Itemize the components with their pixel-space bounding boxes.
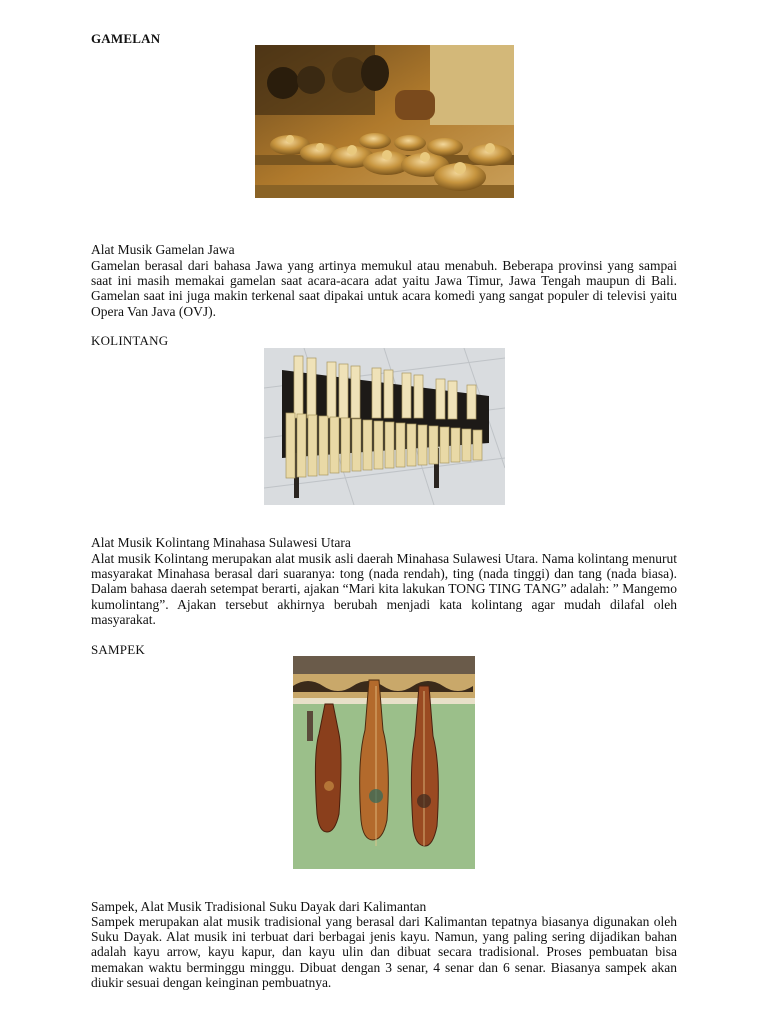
section-text-gamelan: Gamelan berasal dari bahasa Jawa yang artinya memukul atau menabuh. Beberapa provinsi yang sampai saat ini masih memakai gamelan saat acara-acara adat yaitu Jawa Timur, Jawa Tengah maupun di Bali. Gamelan saat ini juga makin terkenal saat dipakai untuk acara komedi yang sangat populer di televisi yaitu Opera Van Java (OVJ).: [91, 258, 677, 319]
sampek-photo: [293, 656, 475, 869]
section-text-kolintang: Alat musik Kolintang merupakan alat musik asli daerah Minahasa Sulawesi Utara. Nama kolintang menurut masyarakat Minahasa berasal dari suaranya: tong (nada rendah), ting (nada tinggi) dan tang (nada biasa). Dalam bahasa daerah setempat berarti, ajakan “Mari kita lakukan TONG TING TANG” adalah: ” Mangemo kumolintang”. Ajakan tersebut akhirnya berubah menjadi kata kolintang agar mudah dilafal oleh masyarakat.: [91, 551, 677, 627]
section-heading-sampek: SAMPEK: [91, 642, 145, 657]
section-caption-sampek: Sampek, Alat Musik Tradisional Suku Dayak dari Kalimantan: [91, 899, 427, 914]
section-caption-gamelan: Alat Musik Gamelan Jawa: [91, 242, 235, 257]
section-text-sampek: Sampek merupakan alat musik tradisional yang berasal dari Kalimantan tepatnya biasanya digunakan oleh Suku Dayak. Alat musik ini terbuat dari berbagai jenis kayu. Namun, yang paling sering dijadikan bahan adalah kayu arrow, kayu kapur, dan kayu ulin dan dibuat secara tradisional. Proses pembuatan bisa memakan waktu berminggu minggu. Dibuat dengan 3 senar, 4 senar dan 6 senar. Biasanya sampek akan diukir sesuai dengan keinginan pembuatnya.: [91, 914, 677, 990]
section-caption-kolintang: Alat Musik Kolintang Minahasa Sulawesi Utara: [91, 535, 351, 550]
section-heading-kolintang: KOLINTANG: [91, 333, 169, 348]
section-heading-gamelan: GAMELAN: [91, 31, 161, 46]
kolintang-photo: [264, 348, 505, 505]
gamelan-photo: [255, 45, 514, 198]
